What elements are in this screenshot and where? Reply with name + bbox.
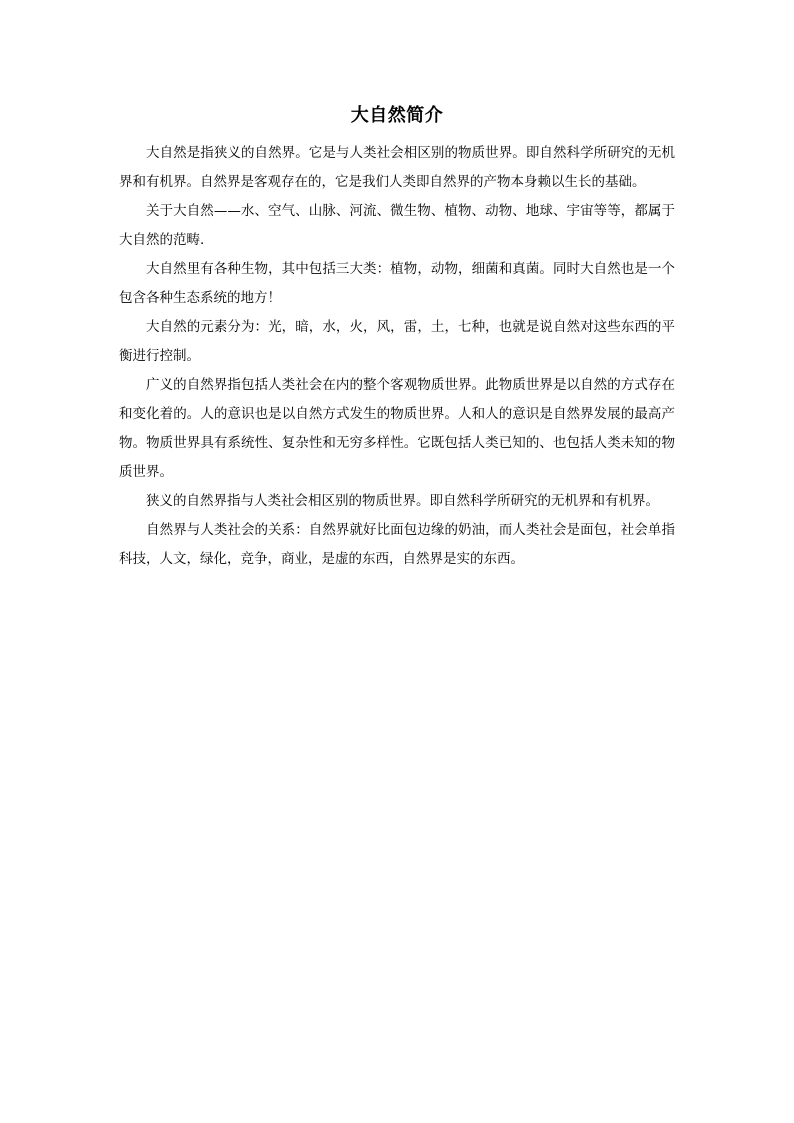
page-title: 大自然简介 <box>350 105 444 126</box>
paragraph-2: 关于大自然——水、空气、山脉、河流、微生物、植物、动物、地球、宇宙等等，都属于大自然的范畴. <box>119 203 675 248</box>
paragraph-3: 大自然里有各种生物，其中包括三大类：植物，动物，细菌和真菌。同时大自然也是一个包含各种生态系统的地方！ <box>119 261 675 306</box>
paragraph-4: 大自然的元素分为：光，暗，水，火，风，雷，土，七种，也就是说自然对这些东西的平衡进行控制。 <box>119 319 675 364</box>
paragraph-5: 广义的自然界指包括人类社会在内的整个客观物质世界。此物质世界是以自然的方式存在和变化着的。人的意识也是以自然方式发生的物质世界。人和人的意识是自然界发展的最高产物。物质世界具有系统性、复杂性和无穷多样性。它既包括人类已知的、也包括人类未知的物质世界。 <box>119 377 675 480</box>
document-body <box>119 103 675 574</box>
paragraph-1: 大自然是指狭义的自然界。它是与人类社会相区别的物质世界。即自然科学所研究的无机界和有机界。自然界是客观存在的，它是我们人类即自然界的产物本身赖以生长的基础。 <box>119 145 675 190</box>
paragraph-7: 自然界与人类社会的关系：自然界就好比面包边缘的奶油，而人类社会是面包，社会单指科技，人文，绿化，竞争，商业，是虚的东西，自然界是实的东西。 <box>119 522 675 567</box>
paragraph-6: 狭义的自然界指与人类社会相区别的物质世界。即自然科学所研究的无机界和有机界。 <box>146 493 659 509</box>
